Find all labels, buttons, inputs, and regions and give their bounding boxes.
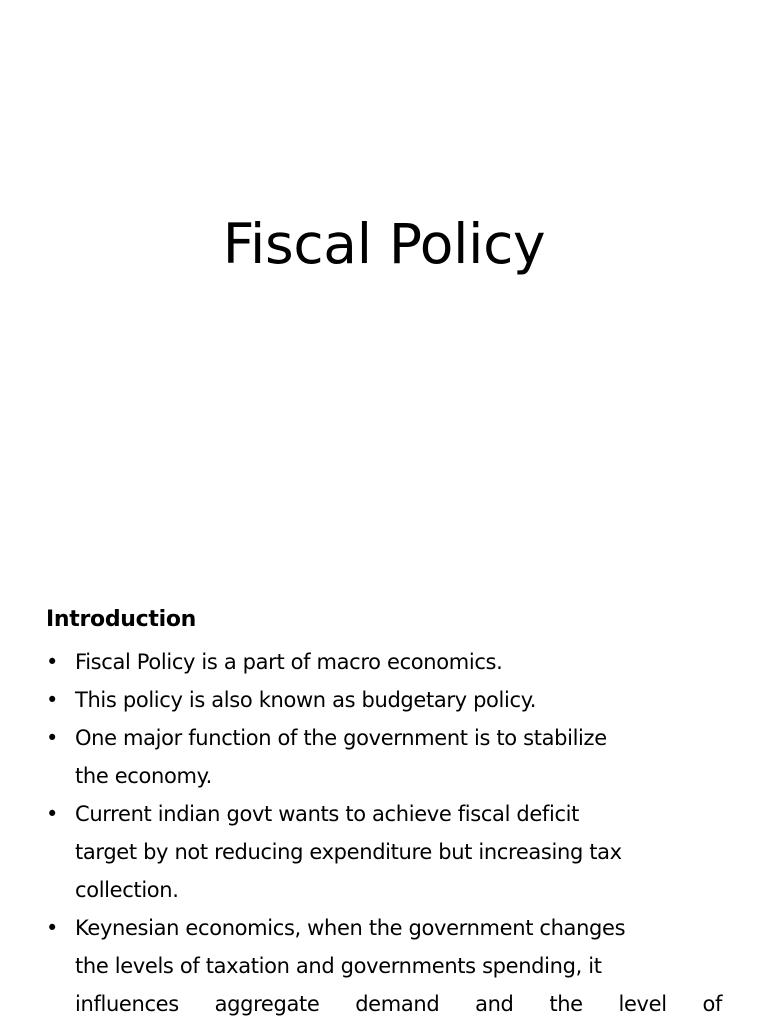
bullet-text [75,643,722,681]
word: aggregate [214,992,320,1016]
word: and [475,992,514,1016]
bullet-line: target by not reducing expenditure but increasing tax [75,840,622,864]
list-item [46,681,722,719]
bullet-line: Keynesian economics, when the government changes [75,916,626,940]
bullet-marker: • [46,688,59,712]
list-item [46,643,722,681]
word: of [702,992,722,1016]
list-item [46,719,722,795]
word: level [618,992,667,1016]
slide-title: Fiscal Policy [222,212,546,276]
bullet-line: This policy is also known as budgetary policy. [75,688,537,712]
bullet-line: One major function of the government is to stabilize [75,726,607,750]
bullet-marker: • [46,916,59,940]
content-slide [0,576,768,1024]
bullet-marker: • [46,650,59,674]
bullet-text [75,909,722,1023]
bullet-text [75,681,722,719]
bullet-line: Current indian govt wants to achieve fiscal deficit [75,802,580,826]
bullet-line-justified [75,985,722,1023]
bullet-text [75,719,722,795]
bullet-marker: • [46,802,59,826]
bullet-text [75,795,722,909]
bullet-line: the levels of taxation and governments spending, it [75,954,602,978]
section-heading: Introduction [46,607,197,632]
bullet-line: collection. [75,878,179,902]
list-item [46,909,722,1023]
word: demand [355,992,440,1016]
bullet-list [46,643,722,1023]
bullet-line: Fiscal Policy is a part of macro economics. [75,650,503,674]
list-item [46,795,722,909]
word: the [549,992,583,1016]
word: influences [75,992,179,1016]
bullet-marker: • [46,726,59,750]
bullet-line: the economy. [75,764,212,788]
